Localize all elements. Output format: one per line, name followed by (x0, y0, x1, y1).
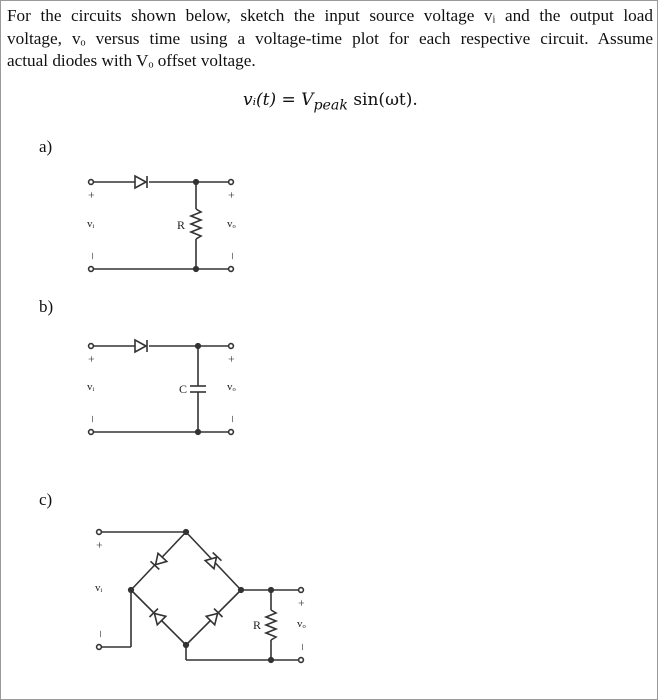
circuit-b (89, 340, 234, 434)
equation-subscript: peak (313, 97, 348, 114)
circuit-a-plus: + (84, 191, 98, 199)
statement-line-1: For the circuits shown below, sketch the input source voltage vᵢ and the output load (7, 6, 653, 25)
circuit-c-plus: + (92, 541, 106, 549)
circuit-b-label: b) (39, 297, 54, 316)
circuit-a-minus: – (84, 253, 98, 259)
statement-line-3: actual diodes with Vₒ offset voltage. (7, 51, 256, 70)
circuit-c (97, 530, 304, 663)
circuit-c-vi: vᵢ (95, 582, 103, 594)
circuit-c-minus: – (92, 631, 106, 637)
circuit-a-r-label: R (177, 218, 186, 232)
circuit-a-vi: vᵢ (87, 218, 95, 230)
circuit-c-plus-out: + (294, 599, 308, 607)
circuit-b-c-label: C (179, 382, 188, 396)
equation-lhs: vᵢ(t) = V (243, 90, 314, 110)
circuit-b-plus-out: + (224, 355, 238, 363)
circuit-a-minus-out: – (224, 253, 238, 259)
circuit-c-label: c) (39, 490, 53, 509)
circuit-diagrams (1, 1, 657, 699)
circuit-a-vo: vₒ (227, 218, 236, 230)
circuit-a-label: a) (39, 137, 53, 156)
diode-a (135, 176, 147, 188)
circuit-b-vo: vₒ (227, 381, 236, 393)
capacitor-b (190, 386, 206, 392)
circuit-c-vo: vₒ (297, 618, 306, 630)
circuit-b-minus-out: – (224, 416, 238, 422)
circuit-a-plus-out: + (224, 191, 238, 199)
circuit-b-vi: vᵢ (87, 381, 95, 393)
resistor-a (191, 209, 201, 239)
equation-rhs: sin(ωt). (347, 90, 418, 110)
circuit-b-minus: – (84, 416, 98, 422)
statement-line-2: voltage, vₒ versus time using a voltage-time plot for each respective circuit. Assume (7, 28, 653, 48)
circuit-c-minus-out: – (294, 644, 308, 650)
resistor-c (266, 610, 276, 640)
circuit-a (89, 176, 234, 271)
circuit-c-r-label: R (253, 618, 262, 632)
circuit-b-plus: + (84, 355, 98, 363)
diode-b (135, 340, 147, 352)
